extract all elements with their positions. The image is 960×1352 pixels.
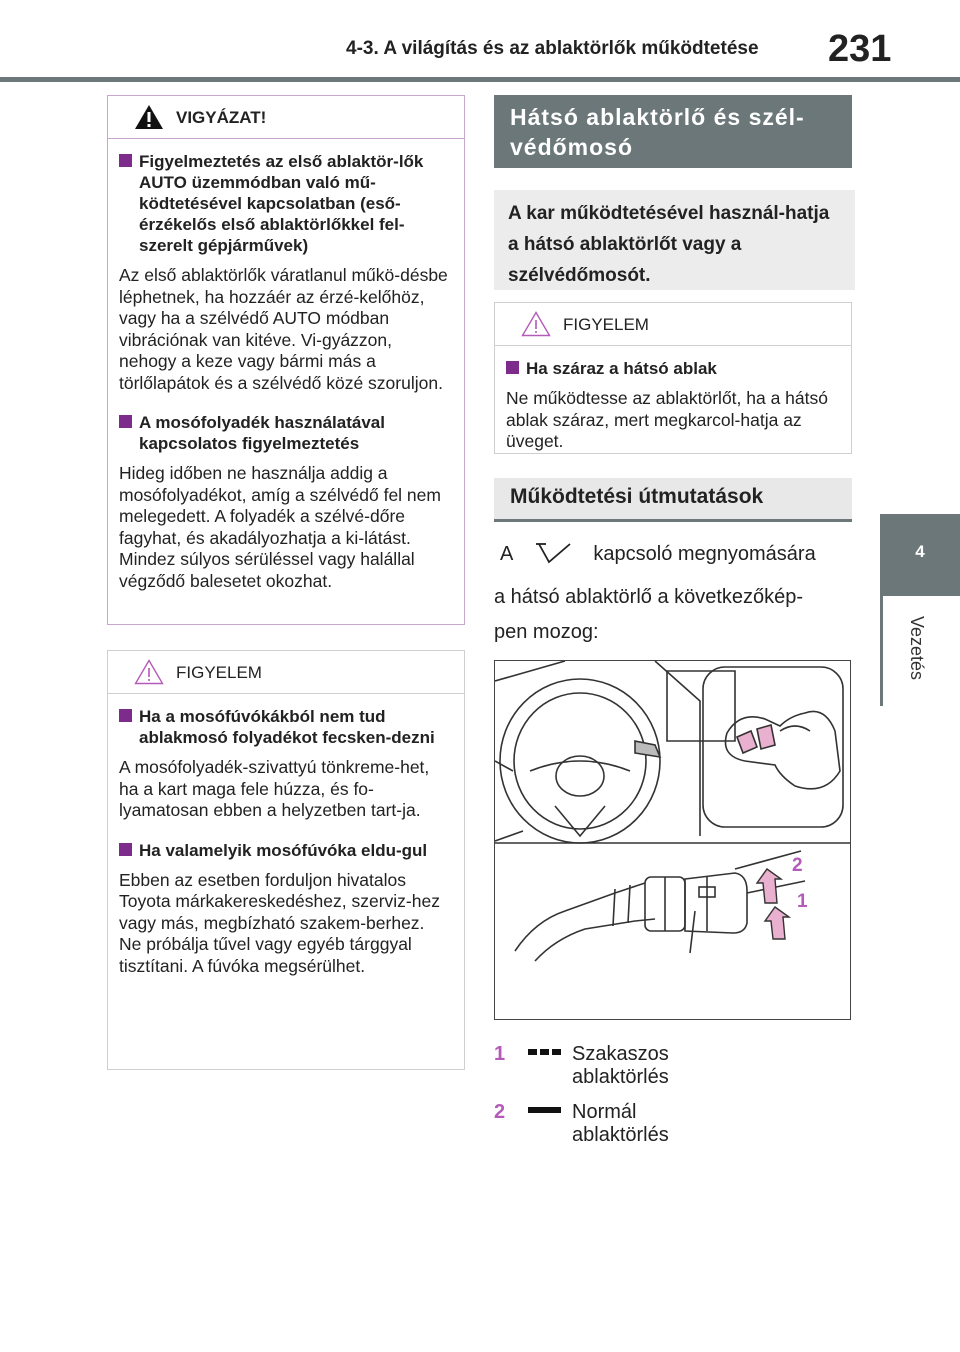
- warning-title: VIGYÁZAT!: [176, 108, 267, 127]
- square-bullet-icon: [506, 361, 519, 374]
- warning-icon: [134, 104, 164, 130]
- chapter-number: 4: [915, 542, 925, 561]
- intermittent-wipe-icon: [528, 1047, 562, 1057]
- chapter-label-area: [880, 596, 960, 706]
- wiper-lever-illustration: [494, 660, 851, 1020]
- square-bullet-icon: [119, 709, 132, 722]
- notice-subheading: Ha valamelyik mosófúvóka eldu-gul: [119, 840, 452, 861]
- warning-subheading: Figyelmeztetés az első ablaktör-lők AUTO üzemmódban való mű-ködtetésével kapcsolatban (eső-érzékelős első ablaktörlőkkel fel-szerelt gépjárművek): [119, 151, 452, 256]
- rear-wiper-icon: [534, 538, 574, 566]
- instructions-line-1: A kapcsoló megnyomására: [494, 537, 854, 572]
- legend-number: 1: [494, 1043, 506, 1065]
- callout-1: 1: [797, 891, 808, 912]
- chapter-tab: [880, 514, 960, 596]
- notice-paragraph: Ebben az esetben forduljon hivatalos Toyota márkakereskedéshez, szerviz-hez vagy más, megbízható szakem-berhez. Ne próbálja tűvel vagy egyéb tárggyal tisztítani. A fúvóka megsérülhet.: [119, 869, 440, 976]
- notice-box-right: [494, 302, 852, 454]
- square-bullet-icon: [119, 154, 132, 167]
- square-bullet-icon: [119, 843, 132, 856]
- header-rule: [0, 77, 960, 82]
- notice-box-left: [107, 650, 465, 1070]
- warning-box: [107, 95, 465, 625]
- instructions-line-3: pen mozog:: [494, 621, 599, 643]
- section-intro: A kar működtetésével használ-hatja a hátsó ablaktörlőt vagy a szélvédőmosót.: [494, 190, 855, 290]
- caution-icon: [521, 311, 551, 337]
- warning-box-header: [108, 96, 464, 139]
- instructions-line-2: a hátsó ablaktörlő a következőkép-: [494, 586, 804, 608]
- running-header: 4-3. A világítás és az ablaktörlők működtetése: [346, 38, 759, 59]
- caution-icon: [134, 659, 164, 685]
- notice-box-header: [495, 303, 851, 346]
- section-heading-band: [494, 95, 852, 168]
- notice-paragraph: A mosófolyadék-szivattyú tönkreme-het, ha a kart maga fele húzza, és fo-lyamatosan ebben a helyzetben tart-ja.: [119, 757, 430, 820]
- legend-text: Normál ablaktörlés: [572, 1101, 669, 1146]
- chapter-label: Vezetés: [907, 616, 927, 681]
- normal-wipe-icon: [528, 1105, 562, 1115]
- instructions-heading: Működtetési útmutatások: [510, 485, 764, 508]
- warning-paragraph: Hideg időben ne használja addig a mosófolyadékot, amíg a szélvédő fel nem melegedett. A folyadék a szélvé-dőre fagyhat, és akadályozhatja a ki-látást. Mindez súlyos sérüléssel vagy halállal végződő balesetet okozhat.: [119, 463, 441, 591]
- instructions-heading-band: [494, 478, 852, 522]
- notice-box-header: [108, 651, 464, 694]
- callout-2: 2: [792, 855, 803, 876]
- legend-number: 2: [494, 1101, 506, 1123]
- page-number: 231: [828, 28, 892, 70]
- warning-paragraph: Az első ablaktörlők váratlanul műkö-désbe léphetnek, ha hozzáér az érzé-kelőhöz, vagy ha a szélvédő AUTO módban vibrációnak van kitéve. Vi-gyázzon, nehogy a keze vagy bármi más a törlőlapátok és a szélvédő közé szoruljon.: [119, 265, 448, 393]
- notice-subheading: Ha száraz a hátsó ablak: [506, 358, 839, 379]
- notice-title: FIGYELEM: [563, 315, 649, 334]
- warning-subheading: A mosófolyadék használatával kapcsolatos figyelmeztetés: [119, 412, 452, 454]
- notice-title: FIGYELEM: [176, 663, 262, 682]
- notice-paragraph: Ne működtesse az ablaktörlőt, ha a hátsó ablak száraz, mert megkarcol-hatja az üveget.: [506, 388, 828, 451]
- section-heading: Hátsó ablaktörlő és szél-védőmosó: [510, 104, 805, 160]
- notice-subheading: Ha a mosófúvókákból nem tud ablakmosó folyadékot fecsken-dezni: [119, 706, 452, 748]
- legend-text: Szakaszos ablaktörlés: [572, 1043, 669, 1088]
- lever-diagram: [495, 661, 850, 1019]
- square-bullet-icon: [119, 415, 132, 428]
